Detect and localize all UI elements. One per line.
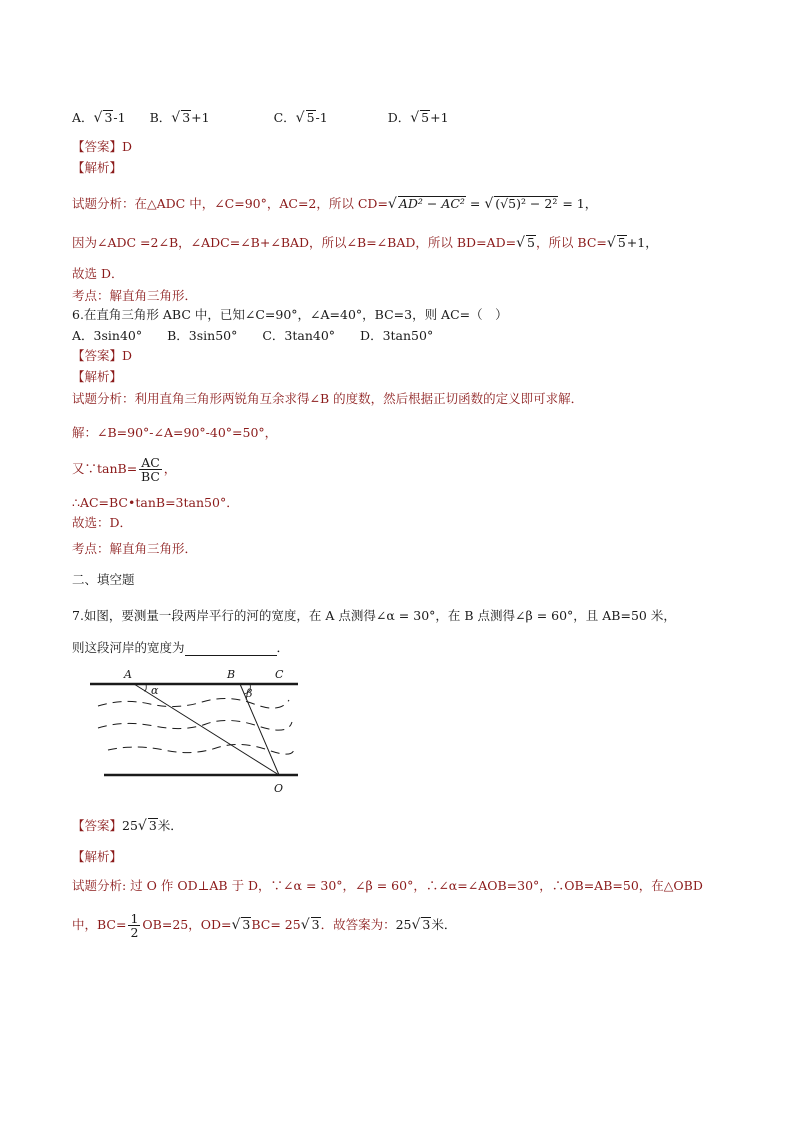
q5-line2-prefix: 因为∠ADC =2∠B，∠ADC=∠B+∠BAD，所以∠B=∠BAD，所以 BD=AD= [72, 235, 517, 250]
sqrt-symbol: √ [300, 917, 310, 933]
q6-answer-tag: 【答案】 [72, 348, 123, 363]
sqrt-symbol: √ [171, 110, 181, 126]
section-title: 二、填空题 [72, 572, 135, 587]
q5-option-c [274, 110, 328, 126]
label-a: A [124, 668, 132, 681]
q5-conclusion: 故选 D． [72, 266, 124, 281]
q5-analysis-line-1 [72, 196, 597, 212]
river-wave-1 [98, 698, 289, 708]
q6-fraction [139, 456, 162, 483]
q7-stem-2 [72, 640, 289, 656]
q7-analysis-1: 试题分析: 过 O 作 OD⊥AB 于 D，∵∠α = 30°，∠β = 60°，∴∠α=∠AOB=30°，∴OB=AB=50，在△OBD [72, 878, 703, 893]
q7-answer-unit: 米． [157, 818, 183, 833]
q5-option-c-radicand: 5 [306, 110, 315, 125]
q5-line1-equals: = [465, 196, 485, 211]
line-a-to-o [134, 684, 279, 775]
sqrt-symbol: √ [295, 110, 305, 126]
answer-blank [185, 643, 277, 656]
q5-line2-radical-b: 5 [617, 235, 626, 250]
q7-analysis-2-end: ．故答案为： [320, 917, 396, 932]
q5-point: 考点：解直角三角形． [72, 288, 198, 303]
sqrt-symbol: √ [410, 110, 420, 126]
q7-final-number: 25 [395, 917, 412, 932]
q5-line1-prefix: 试题分析：在△ADC 中，∠C=90°，AC=2，所以 CD= [72, 196, 388, 211]
label-c: C [275, 668, 284, 681]
q5-option-d-suffix: +1 [430, 110, 449, 125]
q6-fraction-denominator: BC [140, 469, 160, 484]
q5-option-d [388, 110, 449, 126]
sqrt-symbol: √ [516, 235, 525, 251]
q5-line1-result: = 1， [558, 196, 598, 211]
sqrt-symbol: √ [93, 110, 103, 126]
q7-stem-1: 7.如图，要测量一段两岸平行的河的宽度，在 A 点测得∠α = 30°，在 B 点测得∠β = 60°，且 AB=50 米， [72, 608, 676, 623]
q6-solution-1: 解：∠B=90°-∠A=90°-40°=50°， [72, 425, 278, 440]
q5-analysis-line-2 [72, 235, 658, 251]
q5-option-c-label: C． [273, 110, 296, 125]
q7-analysis-2-radicand-2: 3 [311, 917, 320, 932]
q5-analysis-tag: 【解析】 [72, 160, 123, 175]
q5-option-a-radicand: 3 [104, 110, 113, 125]
q5-answer [72, 139, 132, 155]
q5-line2-radical: 5 [527, 235, 535, 250]
label-alpha: α [151, 684, 159, 697]
q6-analysis: 试题分析：利用直角三角形两锐角互余求得∠B 的度数，然后根据正切函数的定义即可求解． [72, 391, 584, 406]
sqrt-symbol: √ [484, 196, 494, 212]
q5-answer-value: D [122, 139, 133, 154]
q7-final-radicand: 3 [422, 917, 431, 932]
q7-answer-number: 25 [122, 818, 138, 833]
label-beta: β [246, 687, 253, 700]
q7-stem-2-end: ． [276, 640, 290, 655]
q6-solution-2-suffix: ， [163, 461, 177, 476]
q6-answer-value: D [122, 348, 133, 363]
q7-analysis-2 [72, 912, 456, 939]
q5-option-c-suffix: -1 [315, 110, 328, 125]
q6-solution-3: ∴AC=BC•tanB=3tan50°． [72, 495, 239, 510]
q7-analysis-2-prefix: 中，BC= [72, 917, 127, 932]
q6-conclusion: 故选：D． [72, 515, 133, 530]
q7-answer-tag: 【答案】 [72, 818, 123, 833]
q7-analysis-2-mid2: BC= 25 [251, 917, 301, 932]
q6-answer [72, 348, 132, 364]
q5-option-a-label: A． [72, 110, 94, 125]
label-b: B [227, 668, 236, 681]
sqrt-symbol: √ [387, 196, 397, 212]
q5-option-b-suffix: +1 [191, 110, 210, 125]
q7-fraction-denominator: 2 [130, 925, 139, 940]
q6-stem: 6.在直角三角形 ABC 中，已知∠C=90°，∠A=40°，BC=3，则 AC=（ ） [72, 307, 508, 322]
q7-analysis-2-middle: OB=25，OD= [142, 917, 232, 932]
q5-line1-radical-1: AD² − AC² [398, 196, 465, 211]
q6-solution-2 [72, 456, 176, 483]
q5-option-b-radicand: 3 [182, 110, 191, 125]
q5-option-d-radicand: 5 [421, 110, 430, 125]
q7-final-unit: 米． [431, 917, 457, 932]
q5-option-b-label: B． [149, 110, 172, 125]
q5-option-a [72, 110, 126, 126]
q7-stem-2-text: 则这段河岸的宽度为 [72, 640, 185, 655]
q6-fraction-numerator: AC [141, 455, 160, 470]
sqrt-symbol: √ [137, 818, 147, 834]
q5-answer-tag: 【答案】 [72, 139, 123, 154]
q6-solution-2-prefix: 又∵tanB= [72, 461, 138, 476]
q5-line2-suffix: +1， [626, 235, 658, 250]
sqrt-symbol: √ [411, 917, 421, 933]
q5-option-d-label: D． [387, 110, 411, 125]
q7-answer-radicand: 3 [148, 818, 157, 833]
q7-fraction [128, 912, 140, 939]
q5-option-a-suffix: -1 [113, 110, 126, 125]
q7-analysis-2-radicand: 3 [242, 917, 251, 932]
q7-answer [72, 818, 183, 834]
q6-point: 考点：解直角三角形． [72, 541, 198, 556]
q7-analysis-tag: 【解析】 [72, 849, 123, 864]
q6-options: A．3sin40° B．3sin50° C．3tan40° D．3tan50° [72, 328, 434, 343]
river-figure [84, 664, 314, 794]
q5-line1-radical-2: (√5)² − 2² [495, 196, 558, 211]
q5-options [72, 110, 449, 126]
sqrt-symbol: √ [231, 917, 241, 933]
label-o: O [274, 782, 284, 794]
q5-line2-middle: ，所以 BC= [535, 235, 607, 250]
q6-analysis-tag: 【解析】 [72, 369, 123, 384]
sqrt-symbol: √ [606, 235, 616, 251]
q7-fraction-numerator: 1 [130, 911, 139, 926]
q5-option-b [150, 110, 210, 126]
